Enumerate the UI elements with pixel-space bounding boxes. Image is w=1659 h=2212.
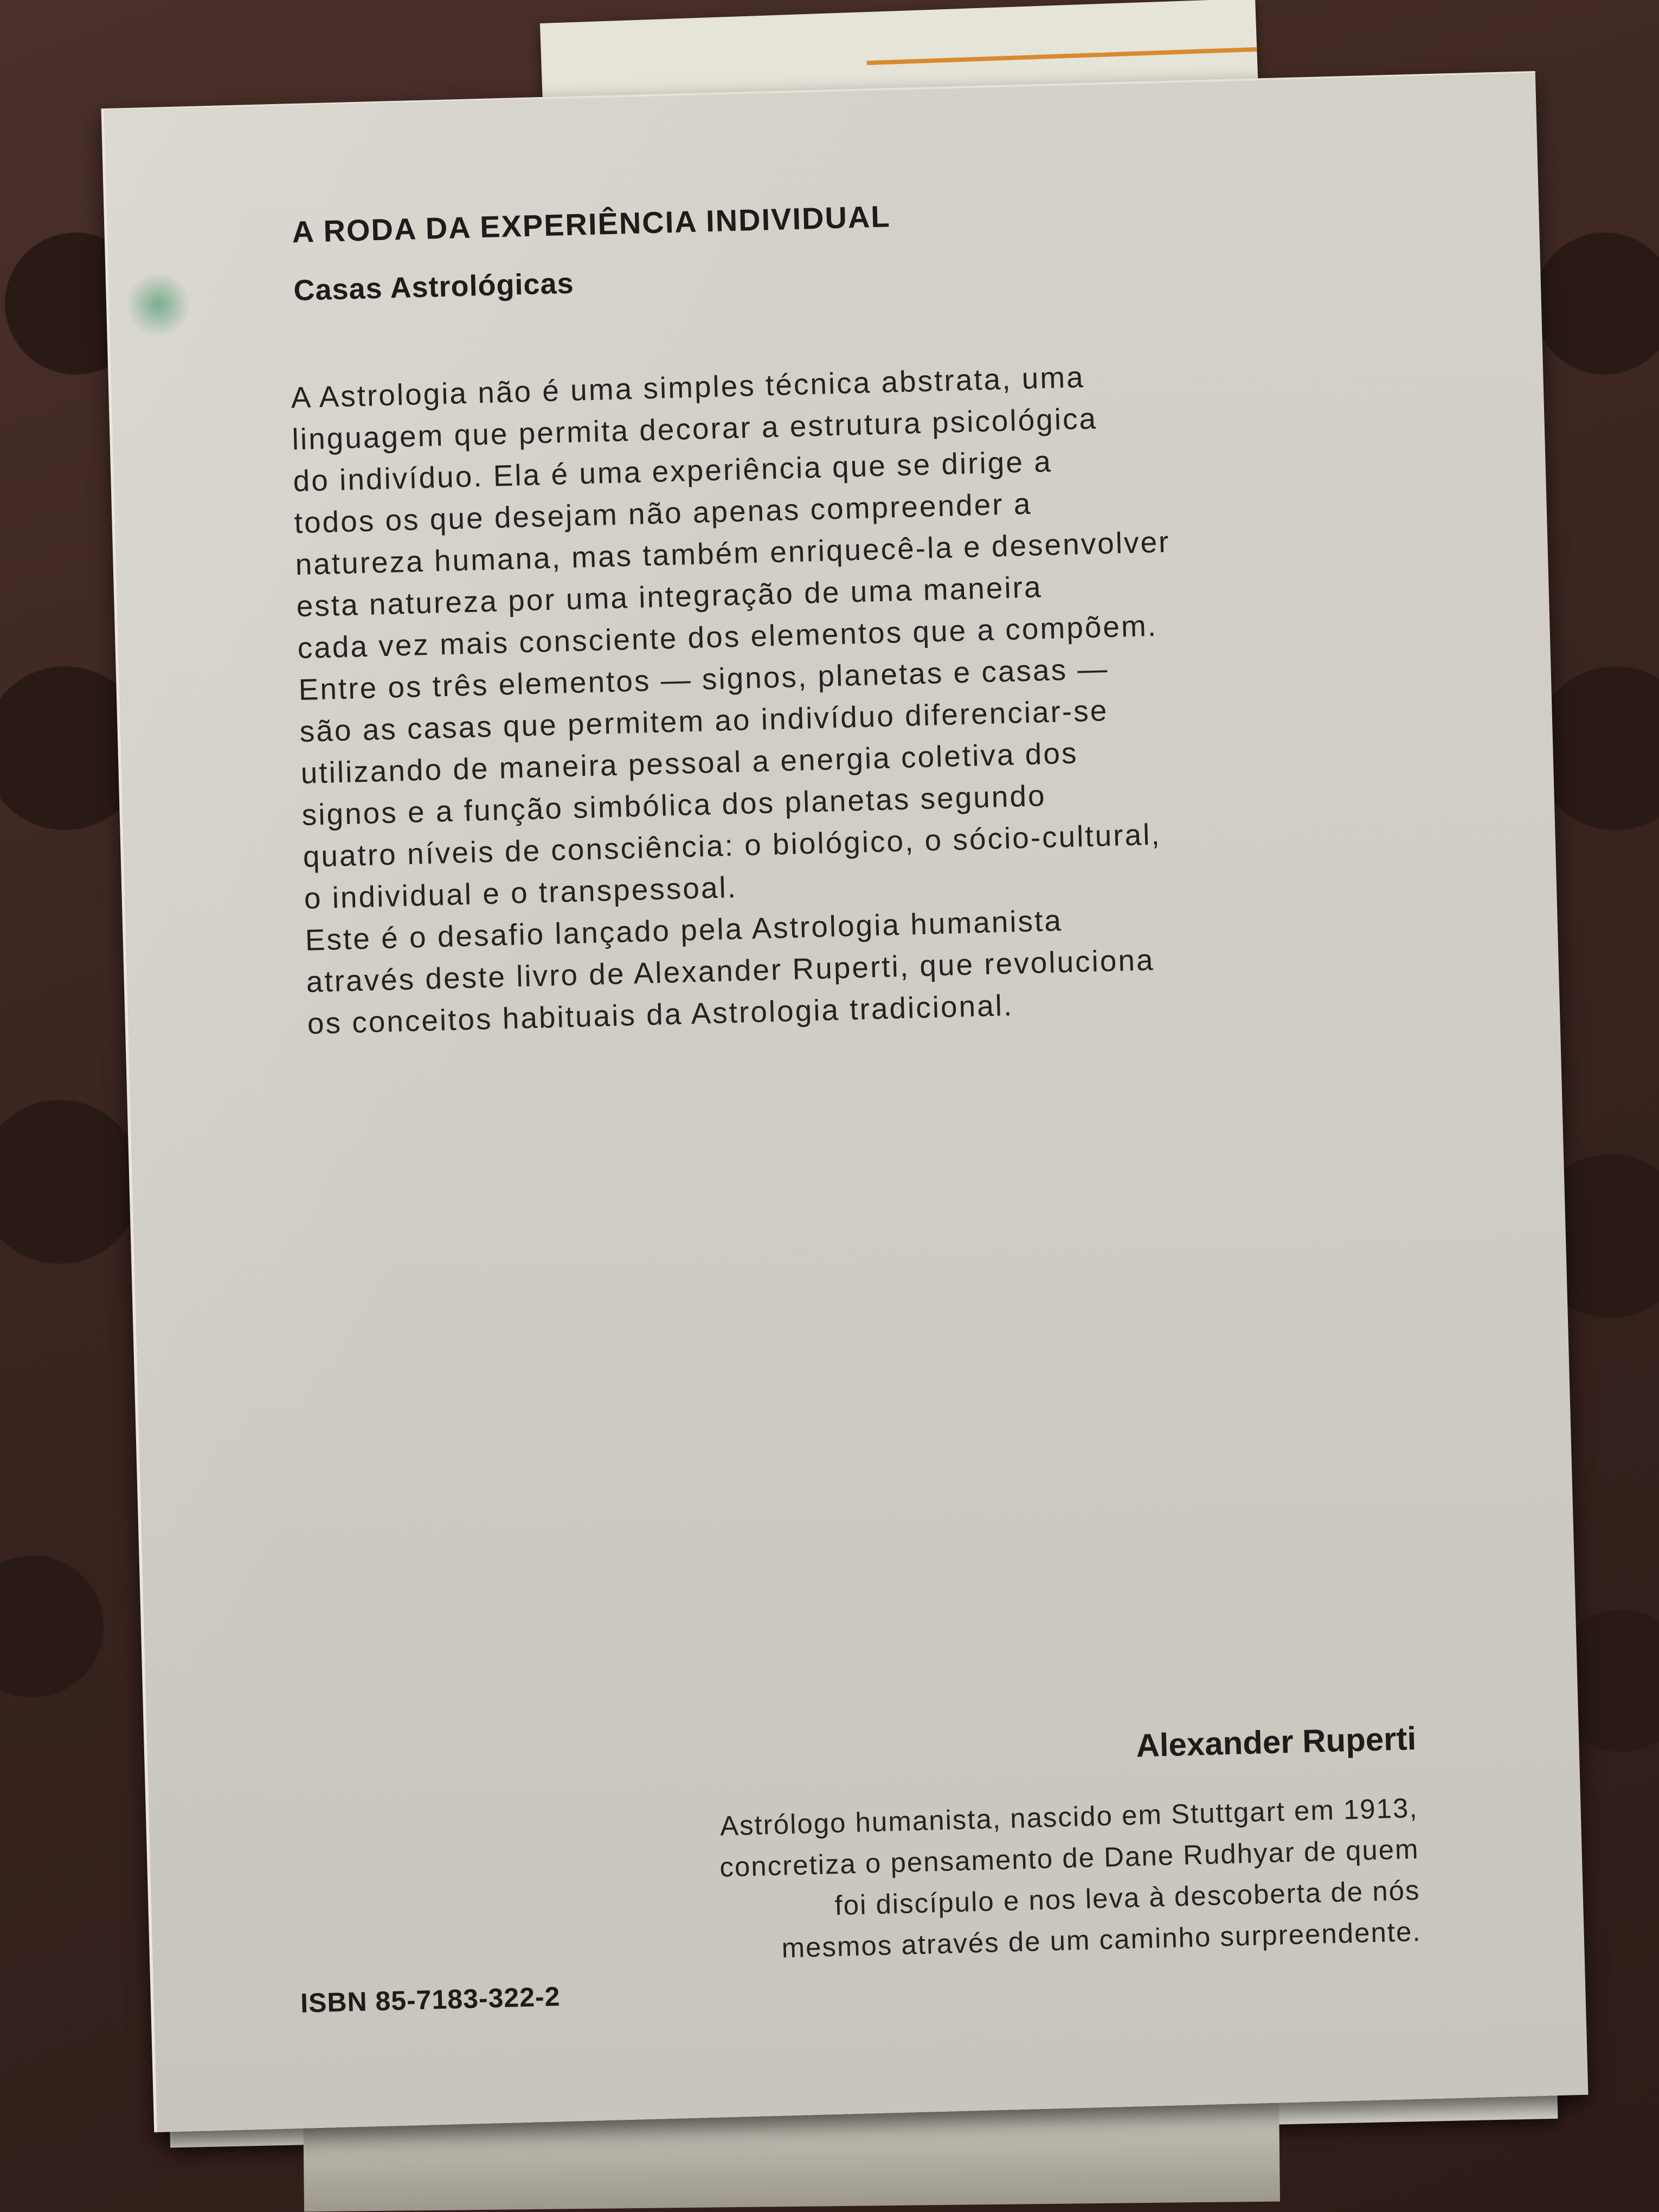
- blurb-line: linguagem que permita decorar a estrutura psicológica: [291, 401, 1098, 456]
- green-stain: [125, 271, 192, 338]
- blurb-line: Entre os três elementos — signos, planetas e casas —: [298, 651, 1110, 707]
- author-name: Alexander Ruperti: [1135, 1720, 1417, 1764]
- blurb-line: natureza humana, mas também enriquecê-la e desenvolver: [294, 524, 1171, 582]
- blurb-line: os conceitos habituais da Astrologia tradicional.: [307, 988, 1014, 1040]
- blurb-line: o individual e o transpessoal.: [304, 870, 738, 915]
- blurb-line: através deste livro de Alexander Ruperti, que revoluciona: [306, 942, 1155, 999]
- book-back-cover: [101, 71, 1589, 2132]
- author-bio: [550, 1787, 1422, 1975]
- blurb-line: A Astrologia não é uma simples técnica abstrata, uma: [290, 359, 1085, 415]
- blurb: [291, 351, 1316, 1045]
- book-title: A RODA DA EXPERIÊNCIA INDIVIDUAL: [291, 199, 891, 249]
- bio-line: Astrólogo humanista, nascido em Stuttgart em 1913,: [719, 1792, 1419, 1842]
- blurb-line: do indivíduo. Ela é uma experiência que se dirige a: [292, 444, 1053, 498]
- blurb-line: utilizando de maneira pessoal a energia coletiva dos: [300, 736, 1079, 790]
- bio-line: concretiza o pensamento de Dane Rudhyar de quem: [719, 1833, 1420, 1883]
- blurb-line: cada vez mais consciente dos elementos que a compõem.: [297, 608, 1158, 665]
- blurb-line: todos os que desejam não apenas compreender a: [293, 486, 1033, 540]
- blurb-line: signos e a função simbólica dos planetas segundo: [301, 779, 1047, 832]
- bio-line: foi discípulo e nos leva à descoberta de nós: [834, 1874, 1421, 1921]
- blurb-line: são as casas que permitem ao indivíduo diferenciar-se: [299, 693, 1109, 749]
- orange-stripe: [867, 47, 1257, 65]
- isbn-number: ISBN 85-7183-322-2: [300, 1981, 561, 2018]
- blurb-line: quatro níveis de consciência: o biológico, o sócio-cultural,: [303, 817, 1162, 873]
- bio-line: mesmos através de um caminho surpreendente.: [781, 1915, 1422, 1964]
- book-subtitle: Casas Astrológicas: [293, 267, 575, 307]
- blurb-line: esta natureza por uma integração de uma maneira: [295, 570, 1043, 623]
- blurb-line: Este é o desafio lançado pela Astrologia humanista: [305, 903, 1063, 957]
